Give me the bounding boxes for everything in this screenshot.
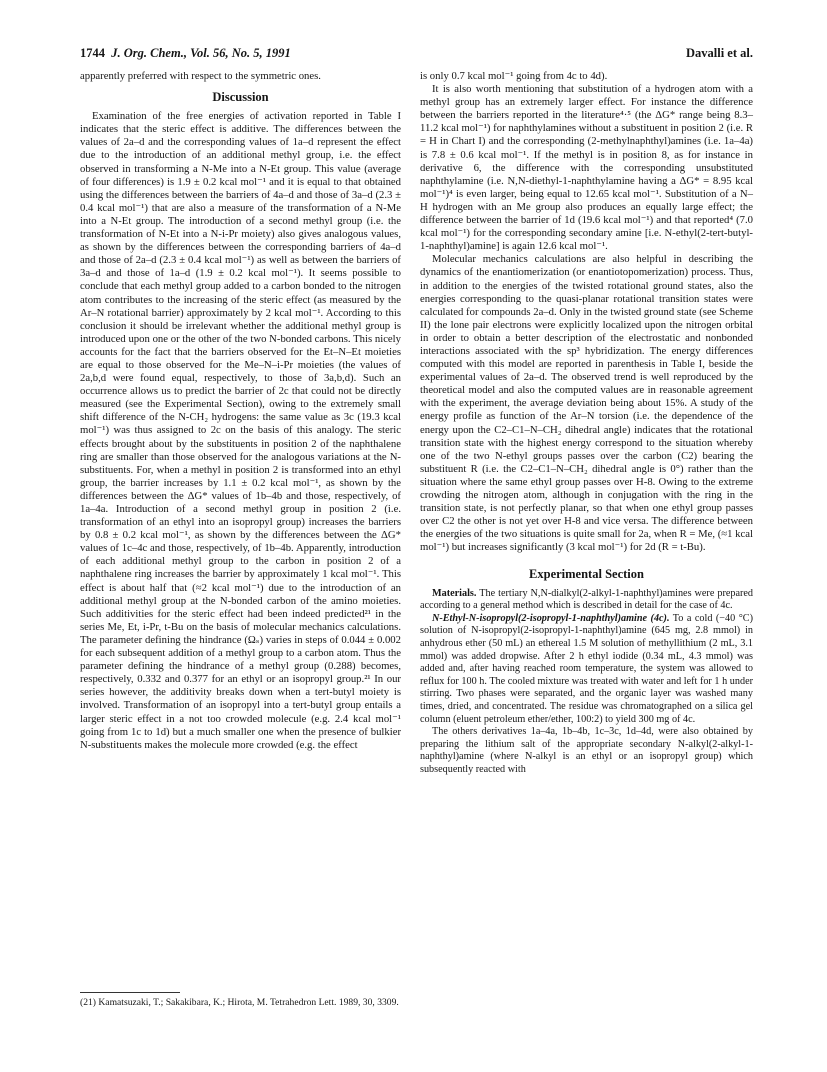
other-derivatives-paragraph: The others derivatives 1a–4a, 1b–4b, 1c–3c, 1d–4d, were also obtained by preparing the lithium salt of the appropriate secondary N-alkyl(2-alkyl-1-naphthyl)amine (where N-alkyl is an ethyl or an isopropyl group) which subsequently reacted with	[420, 726, 753, 775]
discussion-heading: Discussion	[212, 90, 269, 105]
paragraph-molecular-mechanics: Molecular mechanics calculations are also helpful in describing the dynamics of the enantiomerization (or enantiotopomerization) process. Thus, in addition to the energies of the twisted rotational ground states, also the energies corresponding to the quasi-planar rotational transition states were calculated for compounds 2a–d. Only in the twisted ground state (see Scheme II) the lone pair electrons were explicitly localized upon the nitrogen orbital in order to obtain a better description of the electrostatic and nonbonded interactions associated with the sp³ hybridization. The energy differences computed with this model are reported in parenthesis in Table I, beside the experimental values of 2a–d. The observed trend is well reproduced by the theoretical model and also the computed values are in reasonable agreement with the experiment, the average deviation being about 15%. A study of the energy profile as function of the Ar–N torsion (i.e. the dependence of the energy upon the C2–C1–N–CH₂ dihedral angle) indicates that the rotational transition state with the highest energy correspond to the situation whereby one of the two N-ethyl groups passes over the carbon (C2) bearing the substituent R (i.e. the C2–C1–N–CH₂ dihedral angle is 0°) rather than the situation where the same ethyl group passes over H-8. Owing to the extreme crowding the nitrogen atom, although in conjugation with the ring in the transition state, is not perfectly planar, so that when one ethyl group passes over C2 the other is not yet over H-8 and vice versa. The difference between the energies of the two situations is quite small for 2a, when R = Me, (≈1 kcal mol⁻¹) but increases significantly (3 kcal mol⁻¹) for 2d (R = t-Bu).	[420, 253, 753, 554]
footnote-rule	[80, 992, 180, 993]
volume-issue: Vol. 56, No. 5, 1991	[190, 46, 291, 60]
paragraph-hydrogen-methyl: It is also worth mentioning that substitution of a hydrogen atom with a methyl group has an extremely larger effect. For instance the difference between the barriers reported in the literature⁴·⁵ (the ΔG* range being 8.3–11.2 kcal mol⁻¹) for naphthylamines without a substituent in position 2 (i.e. R = H in Chart I) and the corresponding (2-methylnaphthyl)amines (i.e. 1a–4a) is 7.8 ± 0.6 kcal mol⁻¹. If the methyl is in position 8, as for instance in derivative 6, the difference with the corresponding unsubstituted naphthylamine (i.e. N,N-diethyl-1-naphthylamine having a ΔG* = 8.95 kcal mol⁻¹)⁴ is even larger, being equal to 12.65 kcal mol⁻¹. Substitution of a N–H hydrogen with an Me group also produces an equally large effect; the difference between the barrier of 1d (19.6 kcal mol⁻¹) and that reported⁴ (7.0 kcal mol⁻¹) for the corresponding secondary amine [i.e. N-ethyl(2-tert-butyl-1-naphthyl)amine] is again 12.6 kcal mol⁻¹.	[420, 83, 753, 253]
discussion-paragraph: Examination of the free energies of activation reported in Table I indicates that the steric effect is additive. The differences between the values of 2a–d and the corresponding values of 1a–d represent the effect due to the introduction of an additional methyl group, i.e. the effect observed in transforming a N-Me into a N-Et group. This value (average of four differences) is 1.9 ± 0.2 kcal mol⁻¹ and it is equal to that obtained using the differences between the barriers of 4a–d and those of 3a–d (2.3 ± 0.4 kcal mol⁻¹) that are also a measure of the transformation of a N-Me into a N-Et group. The introduction of a second methyl group (i.e. the transformation of N-Et into a N-i-Pr moiety) also gives analogous values, as shown by the differences between the corresponding barriers of 4a–d and those of 2a–d (2.3 ± 0.4 kcal mol⁻¹) as well as between the barriers of 3a–d and those of 1a–d (1.9 ± 0.2 kcal mol⁻¹). It seems possible to conclude that each methyl group added to a carbon bonded to the nitrogen atom contributes to the increasing of the steric effect (as measured by the Ar–N rotational barrier) approximately by 2 kcal mol⁻¹. According to this conclusion it should be irrelevant whether the additional methyl group is introduced upon one or the other of the two N-bonded carbons. This nicely accounts for the fact that the barriers observed for the Et–N–Et moieties are equal to those observed for the Me–N–i-Pr moieties (the values of 2a,b,d were found equal, respectively, to those of 3a,b,d). Such an occurrence allows us to predict the barrier of 2c that could not be directly measured (see the Experimental Section), owing to the extremely small shift difference of the N-CH₂ hydrogens: the same value as 3c (19.3 kcal mol⁻¹) was thus assigned to 2c on the basis of this analogy. The steric effects brought about by the substituents in position 2 of the naphthalene ring are smaller than those observed for the analogous variations at the N-substituents. For, when a methyl in position 2 is transformed into an ethyl group, the barrier increases by 1.1 ± 0.2 kcal mol⁻¹, as shown by the differences between the ΔG* values of 1b–4b and those, respectively, of 1a–4a. Introduction of a second methyl group in position 2 (i.e. transformation of an ethyl into an isopropyl group) increases the barriers by 0.8 ± 0.2 kcal mol⁻¹, as shown by the differences between the ΔG* values of 1c–4c and those, respectively, of 1b–4b. Apparently, introduction of each additional methyl group to the carbon in position 2 of a naphthalene ring increases the barrier by approximately 1 kcal mol⁻¹. This effect is about half that (≈2 kcal mol⁻¹) due to the introduction of an additional methyl group at the N-bonded carbon of the amino moieties. Such additivities for the steric effect had been indeed predicted²¹ in the series Me, Et, i-Pr, t-Bu on the basis of molecular mechanics calculations. The parameter defining the hindrance (Ωₛ) varies in steps of 0.044 ± 0.002 for each subsequent addition of a methyl group to a carbon atom. Thus the parameter defining the hindrance of a methyl group (0.288) becomes, respectively, 0.332 and 0.377 for an ethyl or an isopropyl group.²¹ In our series however, the additivity breaks down when a tert-butyl moiety is involved. Transformation of an isopropyl into a tert-butyl group entails a larger steric effect in a not too crowded molecule (e.g. 2.4 kcal mol⁻¹ going from 1c to 1d) but a much smaller one when the presence of bulkier N-substituents makes the molecule more crowded (e.g. the effect	[80, 110, 401, 751]
journal-name: J. Org. Chem.,	[111, 46, 187, 60]
experimental-section	[420, 588, 753, 777]
page-number: 1744	[80, 46, 105, 60]
right-column	[420, 70, 753, 776]
footnote-21: (21) Kamatsuzaki, T.; Sakakibara, K.; Hirota, M. Tetrahedron Lett. 1989, 30, 3309.	[80, 997, 399, 1008]
opening-line: apparently preferred with respect to the symmetric ones.	[80, 70, 321, 82]
materials-paragraph	[420, 588, 753, 613]
materials-runin: Materials.	[432, 587, 477, 599]
running-header	[80, 46, 291, 61]
left-column	[80, 70, 401, 752]
materials-text: The tertiary N,N-dialkyl(2-alkyl-1-naphthyl)amines were prepared according to a general method which is described in detail for the case of 4c.	[420, 587, 753, 612]
experimental-heading: Experimental Section	[529, 567, 644, 582]
compound-4c-text: To a cold (−40 °C) solution of N-isopropyl(2-isopropyl-1-naphthyl)amine (645 mg, 2.8 mmol) in anhydrous ether (50 mL) an ethereal 1.5 M solution of methyllithium (2 mL, 3.1 mmol) was added dropwise. After 2 h ethyl iodide (0.34 mL, 4.3 mmol) was added and, after having reached room temperature, the system was allowed to reflux for 100 h. The cooled mixture was treated with water and left for 1 h under stirring. Two phases were separated, and the organic layer was washed many times, dried, and concentrated. The residue was chromatographed on a silica gel column (eluent petroleum ether/ether, 100:2) to yield 300 mg of 4c.	[420, 612, 753, 725]
author-header: Davalli et al.	[685, 46, 753, 60]
continuation-line: is only 0.7 kcal mol⁻¹ going from 4c to 4d).	[420, 70, 608, 82]
compound-4c-runin: N-Ethyl-N-isopropyl(2-isopropyl-1-naphthyl)amine (4c).	[432, 612, 670, 624]
compound-4c-paragraph	[420, 613, 753, 726]
